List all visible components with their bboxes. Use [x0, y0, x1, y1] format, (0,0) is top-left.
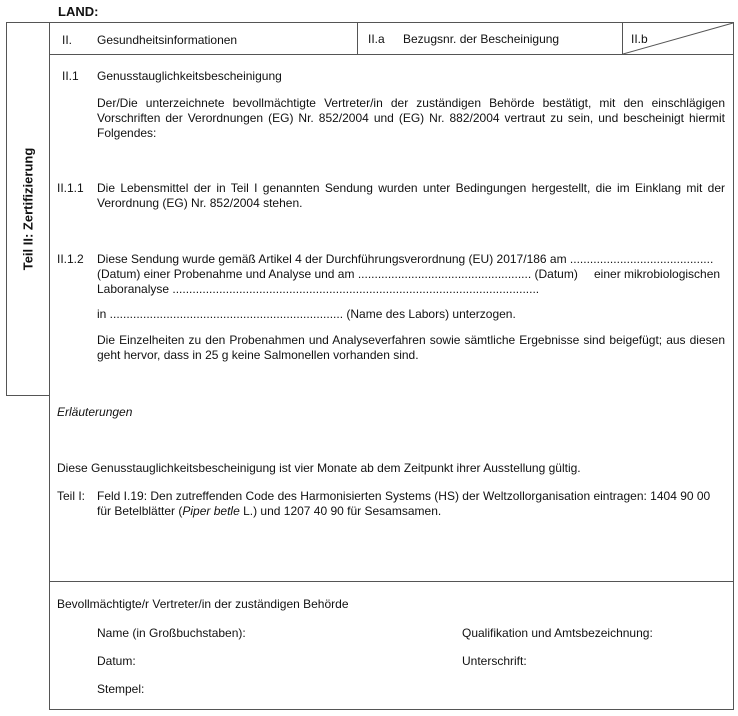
reference-b-label: II.b: [631, 32, 648, 46]
clause-line-2: (Datum) einer Probenahme und Analyse und am .................................................... (Datum): [97, 267, 578, 281]
signature-heading: Bevollmächtigte/r Vertreter/in der zuständigen Behörde: [57, 597, 349, 611]
clause-number-1-2: II.1.2: [57, 252, 84, 266]
reference-cell: [357, 22, 623, 55]
side-panel: [6, 22, 49, 396]
name-field-label: Name (in Großbuchstaben):: [97, 626, 246, 640]
section-title: Gesundheitsinformationen: [97, 33, 238, 47]
part-one-label: Teil I:: [57, 489, 86, 503]
subsection-title: Genusstauglichkeitsbescheinigung: [97, 69, 282, 83]
clause-text-1-1: Die Lebensmittel der in Teil I genannten Sendung wurden unter Bedingungen hergestellt, die im Einklang mit der Verordnung (EG) Nr. 852/2004 stehen.: [97, 181, 725, 210]
note-text-prefix: für Betelblätter (: [97, 504, 183, 518]
diagonal-strike-icon: [622, 22, 734, 55]
intro-paragraph: Der/Die unterzeichnete bevollmächtigte Vertreter/in der zuständigen Behörde bestätigt, mit den einschlägigen Vorschriften der Verordnungen (EG) Nr. 852/2004 und (EG) Nr. 882/2004 vertraut zu sein, und bescheinigt hiermit Folgendes:: [97, 96, 725, 140]
lab-name-line: in ...................................................................... (Name des Labors) unterzogen.: [97, 307, 516, 321]
reference-b-cell: [622, 22, 734, 55]
subsection-number: II.1: [62, 69, 79, 83]
species-name: Piper betle: [182, 504, 240, 518]
details-paragraph: Die Einzelheiten zu den Probenahmen und Analyseverfahren sowie sämtliche Ergebnisse sind beigefügt; aus diesen geht hervor, dass in 25 g keine Salmonellen vorhanden sind.: [97, 333, 725, 362]
section-number: II.: [62, 33, 73, 47]
clause-line-1: Diese Sendung wurde gemäß Artikel 4 der Durchführungsverordnung (EU) 2017/186 am ...........................................: [97, 252, 714, 266]
country-label: LAND:: [58, 4, 99, 19]
part-one-note-line-2: [97, 504, 441, 518]
clause-line-2-end: einer mikrobiologischen: [594, 267, 721, 281]
signature-divider: [49, 581, 734, 582]
validity-note: Diese Genusstauglichkeitsbescheinigung ist vier Monate ab dem Zeitpunkt ihrer Ausstellung gültig.: [57, 461, 581, 475]
qualification-field-label: Qualifikation und Amtsbezeichnung:: [462, 626, 653, 640]
reference-number-label: II.a: [368, 32, 385, 46]
clause-number-1-1: II.1.1: [57, 181, 84, 195]
clause-line-3: Laboranalyse ..............................................................................................................: [97, 282, 540, 296]
part-title-vertical: Teil II: Zertifizierung: [20, 147, 36, 271]
signature-field-label: Unterschrift:: [462, 654, 527, 668]
date-field-label: Datum:: [97, 654, 136, 668]
stamp-field-label: Stempel:: [97, 682, 145, 696]
part-one-note-line-1: Feld I.19: Den zutreffenden Code des Harmonisierten Systems (HS) der Weltzollorganisation eintragen: 1404 90 00: [97, 489, 711, 503]
note-text-suffix: L.) und 1207 40 90 für Sesamsamen.: [239, 504, 442, 518]
notes-heading: Erläuterungen: [57, 405, 133, 419]
reference-field-label: Bezugsnr. der Bescheinigung: [403, 32, 560, 46]
